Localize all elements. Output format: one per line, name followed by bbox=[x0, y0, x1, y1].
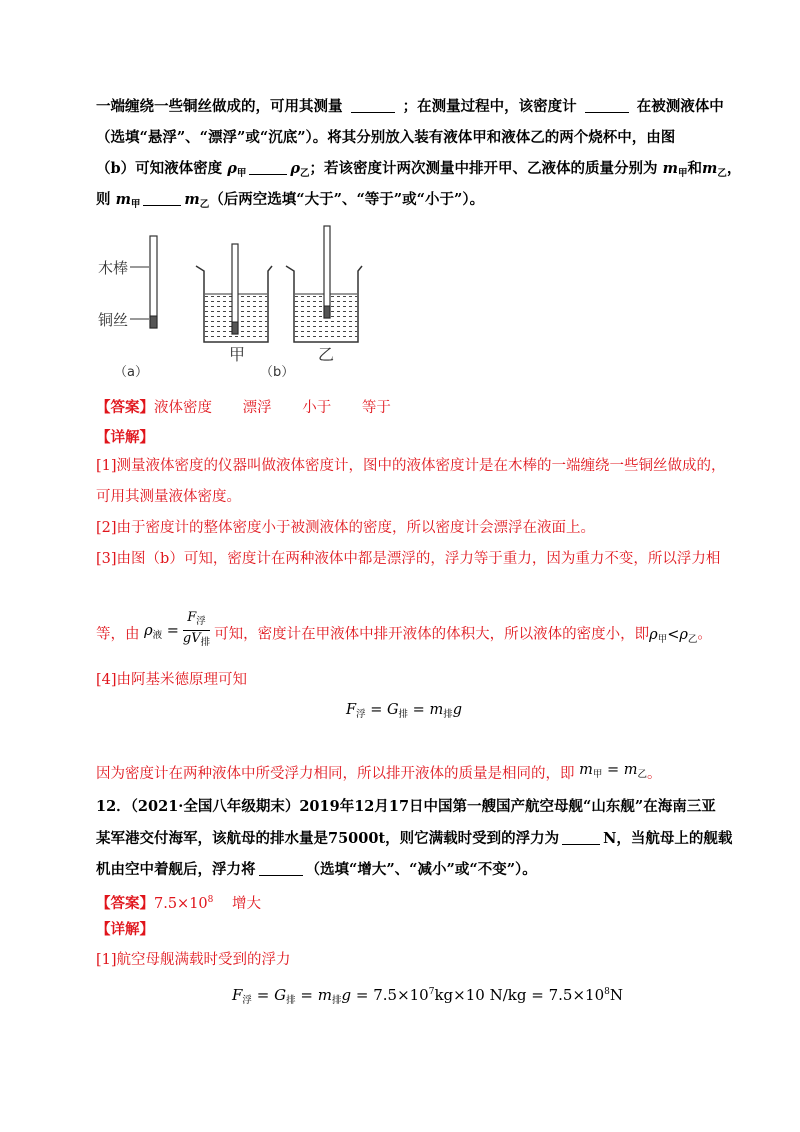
q12-text: （选填“增大”、“减小”或“不变”）。 bbox=[305, 861, 537, 878]
exponent: 8 bbox=[604, 987, 610, 997]
answer-blank-5 bbox=[562, 830, 600, 845]
wood-stick bbox=[150, 236, 157, 328]
rho-symbol: ρ bbox=[679, 626, 688, 643]
q11-text: 在被测液体中 bbox=[636, 98, 724, 115]
answer-item: 增大 bbox=[232, 896, 262, 912]
detail-11-p5 bbox=[96, 760, 662, 785]
exponent: 7 bbox=[428, 987, 435, 997]
q11-text: 则 bbox=[96, 191, 111, 208]
density-compare bbox=[649, 627, 697, 643]
detail-text: 可知，密度计在甲液体中排开液体的体积大，所以液体的密度小，即 bbox=[214, 626, 650, 643]
label-b: （b） bbox=[260, 365, 295, 380]
subscript: 乙 bbox=[687, 633, 698, 645]
answer-blank-1 bbox=[351, 98, 395, 113]
subscript: 甲 bbox=[657, 633, 668, 645]
subscript: 乙 bbox=[300, 168, 310, 179]
label-copper: 铜丝 bbox=[98, 311, 129, 329]
mass-symbol: m bbox=[579, 762, 593, 778]
density-fraction bbox=[183, 610, 210, 651]
subscript: 液 bbox=[152, 629, 163, 641]
value: 7.5×10 bbox=[548, 986, 605, 1004]
subscript: 浮 bbox=[196, 616, 206, 627]
mass-symbol: m bbox=[701, 160, 718, 177]
label-a: （a） bbox=[114, 365, 148, 380]
subscript: 排 bbox=[398, 709, 409, 720]
density-formula: $\rho_液$ = bbox=[144, 622, 179, 641]
subscript: 甲 bbox=[130, 199, 141, 210]
detail-text: [3]由图（b）可知，密度计在两种液体中都是漂浮的，浮力等于重力，因为重力不变，所以浮力相 bbox=[96, 551, 721, 567]
answer-blank-2 bbox=[585, 98, 629, 113]
weight-symbol: G bbox=[386, 702, 399, 718]
detail-text: 。 bbox=[697, 626, 712, 643]
mass-equal: $m_甲 = m_乙$ bbox=[579, 762, 648, 780]
mass-symbol: m bbox=[429, 702, 444, 718]
detail-text: [1]测量液体密度的仪器叫做液体密度计，图中的液体密度计是在木棒的一端缠绕一些铜丝做成的， bbox=[96, 458, 726, 474]
answer-blank-6 bbox=[259, 861, 303, 876]
detail-tag: 【详解】 bbox=[96, 921, 154, 938]
detail-11-tag bbox=[96, 428, 154, 448]
subscript: 浮 bbox=[242, 995, 252, 1006]
hydrometer-yi bbox=[324, 226, 330, 318]
force-symbol: F bbox=[187, 610, 197, 625]
exponent: 8 bbox=[207, 895, 214, 905]
subscript: 排 bbox=[200, 637, 211, 648]
rho-symbol: ρ bbox=[290, 160, 301, 177]
detail-12-p1 bbox=[96, 950, 291, 970]
subscript: 甲 bbox=[677, 168, 688, 179]
q12-text: 某军港交付海军，该航母的排水量是75000t，则它满载时受到的浮力为 bbox=[96, 830, 560, 847]
q12-line-3 bbox=[96, 860, 537, 880]
buoyancy-equation: $F_浮 = G_排 = m_排g = 7.5\times 10^7kg\times 10$ $N/kg = 7.5\times 10^8N$ bbox=[232, 986, 623, 1006]
copper-yi bbox=[324, 306, 330, 318]
answer-tag: 【答案】 bbox=[96, 399, 154, 416]
detail-tag: 【详解】 bbox=[96, 429, 154, 446]
unit: N bbox=[609, 986, 623, 1004]
mass-symbol: m bbox=[662, 160, 678, 177]
mass-symbol: m bbox=[115, 191, 131, 208]
q12-line-2 bbox=[96, 829, 732, 849]
subscript: 甲 bbox=[236, 168, 247, 179]
q11-line-2 bbox=[96, 128, 675, 148]
subscript: 排 bbox=[331, 995, 342, 1006]
mass-symbol: m bbox=[623, 762, 638, 778]
detail-11-p4 bbox=[96, 670, 247, 690]
detail-text: [2]由于密度计的整体密度小于被测液体的密度，所以密度计会漂浮在液面上。 bbox=[96, 520, 596, 536]
detail-text: [1]航空母舰满载时受到的浮力 bbox=[96, 952, 291, 968]
answer-value: 7.5×10 bbox=[154, 896, 208, 912]
answer-12 bbox=[96, 890, 261, 914]
q12-text: N，当航母上的舰载 bbox=[603, 830, 733, 847]
subscript: 甲 bbox=[592, 769, 603, 780]
label-jia: 甲 bbox=[229, 345, 246, 364]
detail-text: [4]由阿基米德原理可知 bbox=[96, 672, 248, 688]
q11-line-4 bbox=[96, 190, 484, 215]
answer-11 bbox=[96, 398, 391, 418]
q11-text: ；若该密度计两次测量中排开甲、乙液体的质量分别为 bbox=[309, 160, 658, 177]
value: 7.5×10 bbox=[373, 986, 429, 1004]
answer-item: 漂浮 bbox=[242, 400, 272, 416]
detail-12-tag bbox=[96, 920, 154, 940]
q11-text: （后两空选填“大于”、“等于”或“小于”）。 bbox=[209, 191, 485, 208]
copper-jia bbox=[232, 322, 238, 334]
q12-text: 12．（2021·全国八年级期末）2019年12月17日中国第一艘国产航空母舰“山东舰”在海南三亚 bbox=[96, 798, 716, 815]
hydrometer-figure bbox=[96, 224, 376, 384]
less-than: < bbox=[667, 626, 680, 643]
q11-line-3 bbox=[96, 159, 741, 184]
copper-wire bbox=[150, 316, 157, 328]
force-symbol: F bbox=[232, 986, 243, 1004]
mass-symbol: m bbox=[317, 986, 332, 1004]
weight-symbol: G bbox=[274, 986, 287, 1004]
subscript: 乙 bbox=[199, 199, 210, 210]
detail-11-p1b bbox=[96, 487, 241, 507]
answer-tag: 【答案】 bbox=[96, 895, 154, 912]
denominator: gV bbox=[182, 631, 201, 646]
answer-item: 小于 bbox=[302, 400, 332, 416]
detail-text: 可用其测量液体密度。 bbox=[96, 489, 241, 505]
answer-blank-3 bbox=[249, 160, 287, 175]
unit: kg×10 N/kg bbox=[434, 986, 527, 1004]
answer-item: 等于 bbox=[361, 400, 391, 416]
answer-blank-4 bbox=[143, 191, 181, 206]
q11-text: （b）可知液体密度 bbox=[96, 160, 223, 177]
detail-11-p1a bbox=[96, 456, 726, 476]
q12-line-1 bbox=[96, 797, 716, 817]
detail-text: 因为密度计在两种液体中所受浮力相同，所以排开液体的质量是相同的，即 bbox=[96, 766, 575, 782]
detail-11-p3a bbox=[96, 549, 720, 569]
force-symbol: F bbox=[346, 702, 357, 718]
answer-item: 液体密度 bbox=[154, 400, 212, 416]
subscript: 排 bbox=[443, 709, 453, 720]
q11-text: 一端缠绕一些铜丝做成的，可用其测量 bbox=[96, 98, 343, 115]
rho-symbol: ρ bbox=[649, 626, 658, 643]
q11-text: （选填“悬浮”、“漂浮”或“沉底”）。将其分别放入装有液体甲和液体乙的两个烧杯中，由图 bbox=[96, 129, 676, 146]
archimedes-equation: $F_浮 = G_排 = m_排g$ bbox=[346, 702, 462, 720]
q12-text: 机由空中着舰后，浮力将 bbox=[96, 861, 256, 878]
detail-11-p3b bbox=[96, 610, 712, 655]
subscript: 浮 bbox=[356, 709, 366, 720]
detail-text: 。 bbox=[647, 766, 662, 782]
hydrometer-jia bbox=[232, 244, 238, 334]
mass-symbol: m bbox=[184, 191, 200, 208]
detail-11-p2 bbox=[96, 518, 595, 538]
q11-text: ；在测量过程中，该密度计 bbox=[402, 98, 577, 115]
q11-text: ， bbox=[726, 160, 742, 177]
q11-line-1 bbox=[96, 97, 724, 117]
gravity-symbol: g bbox=[452, 702, 462, 718]
q11-text: 和 bbox=[687, 160, 702, 177]
rho-symbol: ρ bbox=[144, 622, 153, 639]
detail-text: 等，由 bbox=[96, 626, 140, 643]
gravity-symbol: g bbox=[341, 986, 352, 1004]
subscript: 乙 bbox=[717, 168, 727, 179]
subscript: 排 bbox=[286, 995, 296, 1006]
subscript: 乙 bbox=[637, 769, 648, 780]
label-yi: 乙 bbox=[318, 345, 335, 364]
rho-symbol: ρ bbox=[227, 160, 237, 177]
label-wood: 木棒 bbox=[98, 259, 129, 277]
